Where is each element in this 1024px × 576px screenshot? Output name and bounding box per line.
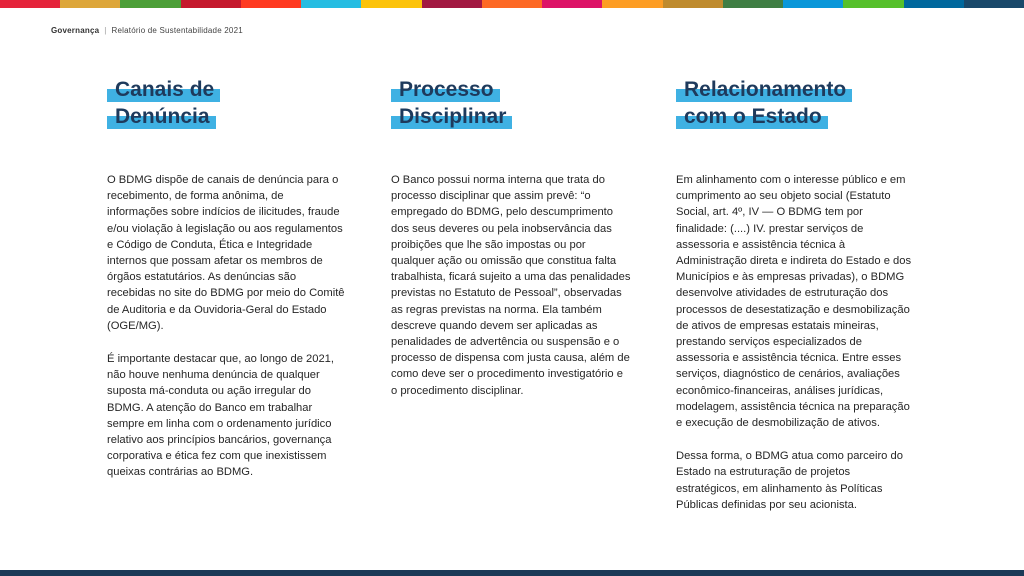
header-separator: | bbox=[104, 26, 107, 35]
body-paragraph: O Banco possui norma interna que trata do processo disciplinar que assim prevê: “o empregado do BDMG, pelo descumprimento dos seus deveres ou pela inobservância das proibições que lhe são impostas ou por qualquer ação ou omissão que constitua falta trabalhista, ficará sujeito a uma das penalidades previstas no Estatuto de Pessoal”, observadas as regras previstas na norma. Ela também descreve quando devem ser aplicadas as penalidades de advertência ou suspensão e o processo de dispensa com justa causa, além de como deve ser o procedimento investigatório e o procedimento disciplinar. bbox=[391, 174, 631, 397]
stripe-segment bbox=[181, 0, 241, 8]
column-relacionamento-com-o-estado bbox=[676, 76, 916, 530]
title-line: Disciplinar bbox=[391, 103, 512, 130]
section-title bbox=[391, 76, 631, 130]
stripe-segment bbox=[723, 0, 783, 8]
footer-bar bbox=[0, 570, 1024, 576]
title-line: Processo bbox=[391, 76, 500, 103]
column-canais-de-denuncia bbox=[107, 76, 347, 498]
body-paragraph: O BDMG dispõe de canais de denúncia para o recebimento, de forma anônima, de informações sobre indícios de ilicitudes, fraude e/ou violação à legislação ou aos regulamentos e Código de Conduta, Ética e Integridade internos que possam afetar os membros de órgãos estatutários. As denúncias são recebidas no site do BDMG por meio do Comitê de Auditoria e da Ouvidoria-Geral do Estado (OGE/MG). bbox=[107, 174, 345, 332]
body-paragraph: Dessa forma, o BDMG atua como parceiro do Estado na estruturação de projetos estratégicos, em alinhamento às Políticas Públicas definidas por seu acionista. bbox=[676, 450, 903, 511]
stripe-segment bbox=[120, 0, 180, 8]
section-title bbox=[107, 76, 347, 130]
body-paragraph: É importante destacar que, ao longo de 2021, não houve nenhuma denúncia de qualquer suposta má-conduta ou ação irregular do BDMG. A atenção do Banco em trabalhar sempre em linha com o ordenamento jurídico relativo aos princípios bancários, governança corporativa e ética fez com que inexistissem queixas contrárias ao BDMG. bbox=[107, 353, 335, 479]
stripe-segment bbox=[241, 0, 301, 8]
page-header bbox=[51, 26, 243, 35]
stripe-segment bbox=[783, 0, 843, 8]
stripe-segment bbox=[301, 0, 361, 8]
stripe-segment bbox=[663, 0, 723, 8]
header-report-title: Relatório de Sustentabilidade 2021 bbox=[111, 26, 243, 35]
stripe-segment bbox=[60, 0, 120, 8]
title-line: Canais de bbox=[107, 76, 220, 103]
stripe-segment bbox=[904, 0, 964, 8]
title-line: com o Estado bbox=[676, 103, 828, 130]
stripe-segment bbox=[0, 0, 60, 8]
body-paragraph: Em alinhamento com o interesse público e em cumprimento ao seu objeto social (Estatuto Social, art. 4º, IV — O BDMG tem por finalidade: (....) IV. prestar serviços de assessoria e assistência técnica à Administração direta e indireta do Estado e dos Municípios e às empresas privadas), o BDMG desenvolve atividades de estruturação dos processos de desestatização e desmobilização de ativos de empresas estatais mineiras, prestando serviços especializados de assessoria e assistência técnica. Entre esses serviços, diagnóstico de cenários, avaliações econômico-financeiras, análises jurídicas, modelagem, assistência técnica na preparação e execução de desmobilização de ativos. bbox=[676, 174, 912, 430]
stripe-segment bbox=[843, 0, 903, 8]
section-title bbox=[676, 76, 916, 130]
stripe-segment bbox=[542, 0, 602, 8]
stripe-segment bbox=[602, 0, 662, 8]
stripe-segment bbox=[964, 0, 1024, 8]
stripe-segment bbox=[482, 0, 542, 8]
column-processo-disciplinar bbox=[391, 76, 631, 416]
header-section: Governança bbox=[51, 26, 100, 35]
stripe-segment bbox=[361, 0, 421, 8]
title-line: Denúncia bbox=[107, 103, 216, 130]
sdg-color-stripe bbox=[0, 0, 1024, 8]
title-line: Relacionamento bbox=[676, 76, 852, 103]
stripe-segment bbox=[422, 0, 482, 8]
